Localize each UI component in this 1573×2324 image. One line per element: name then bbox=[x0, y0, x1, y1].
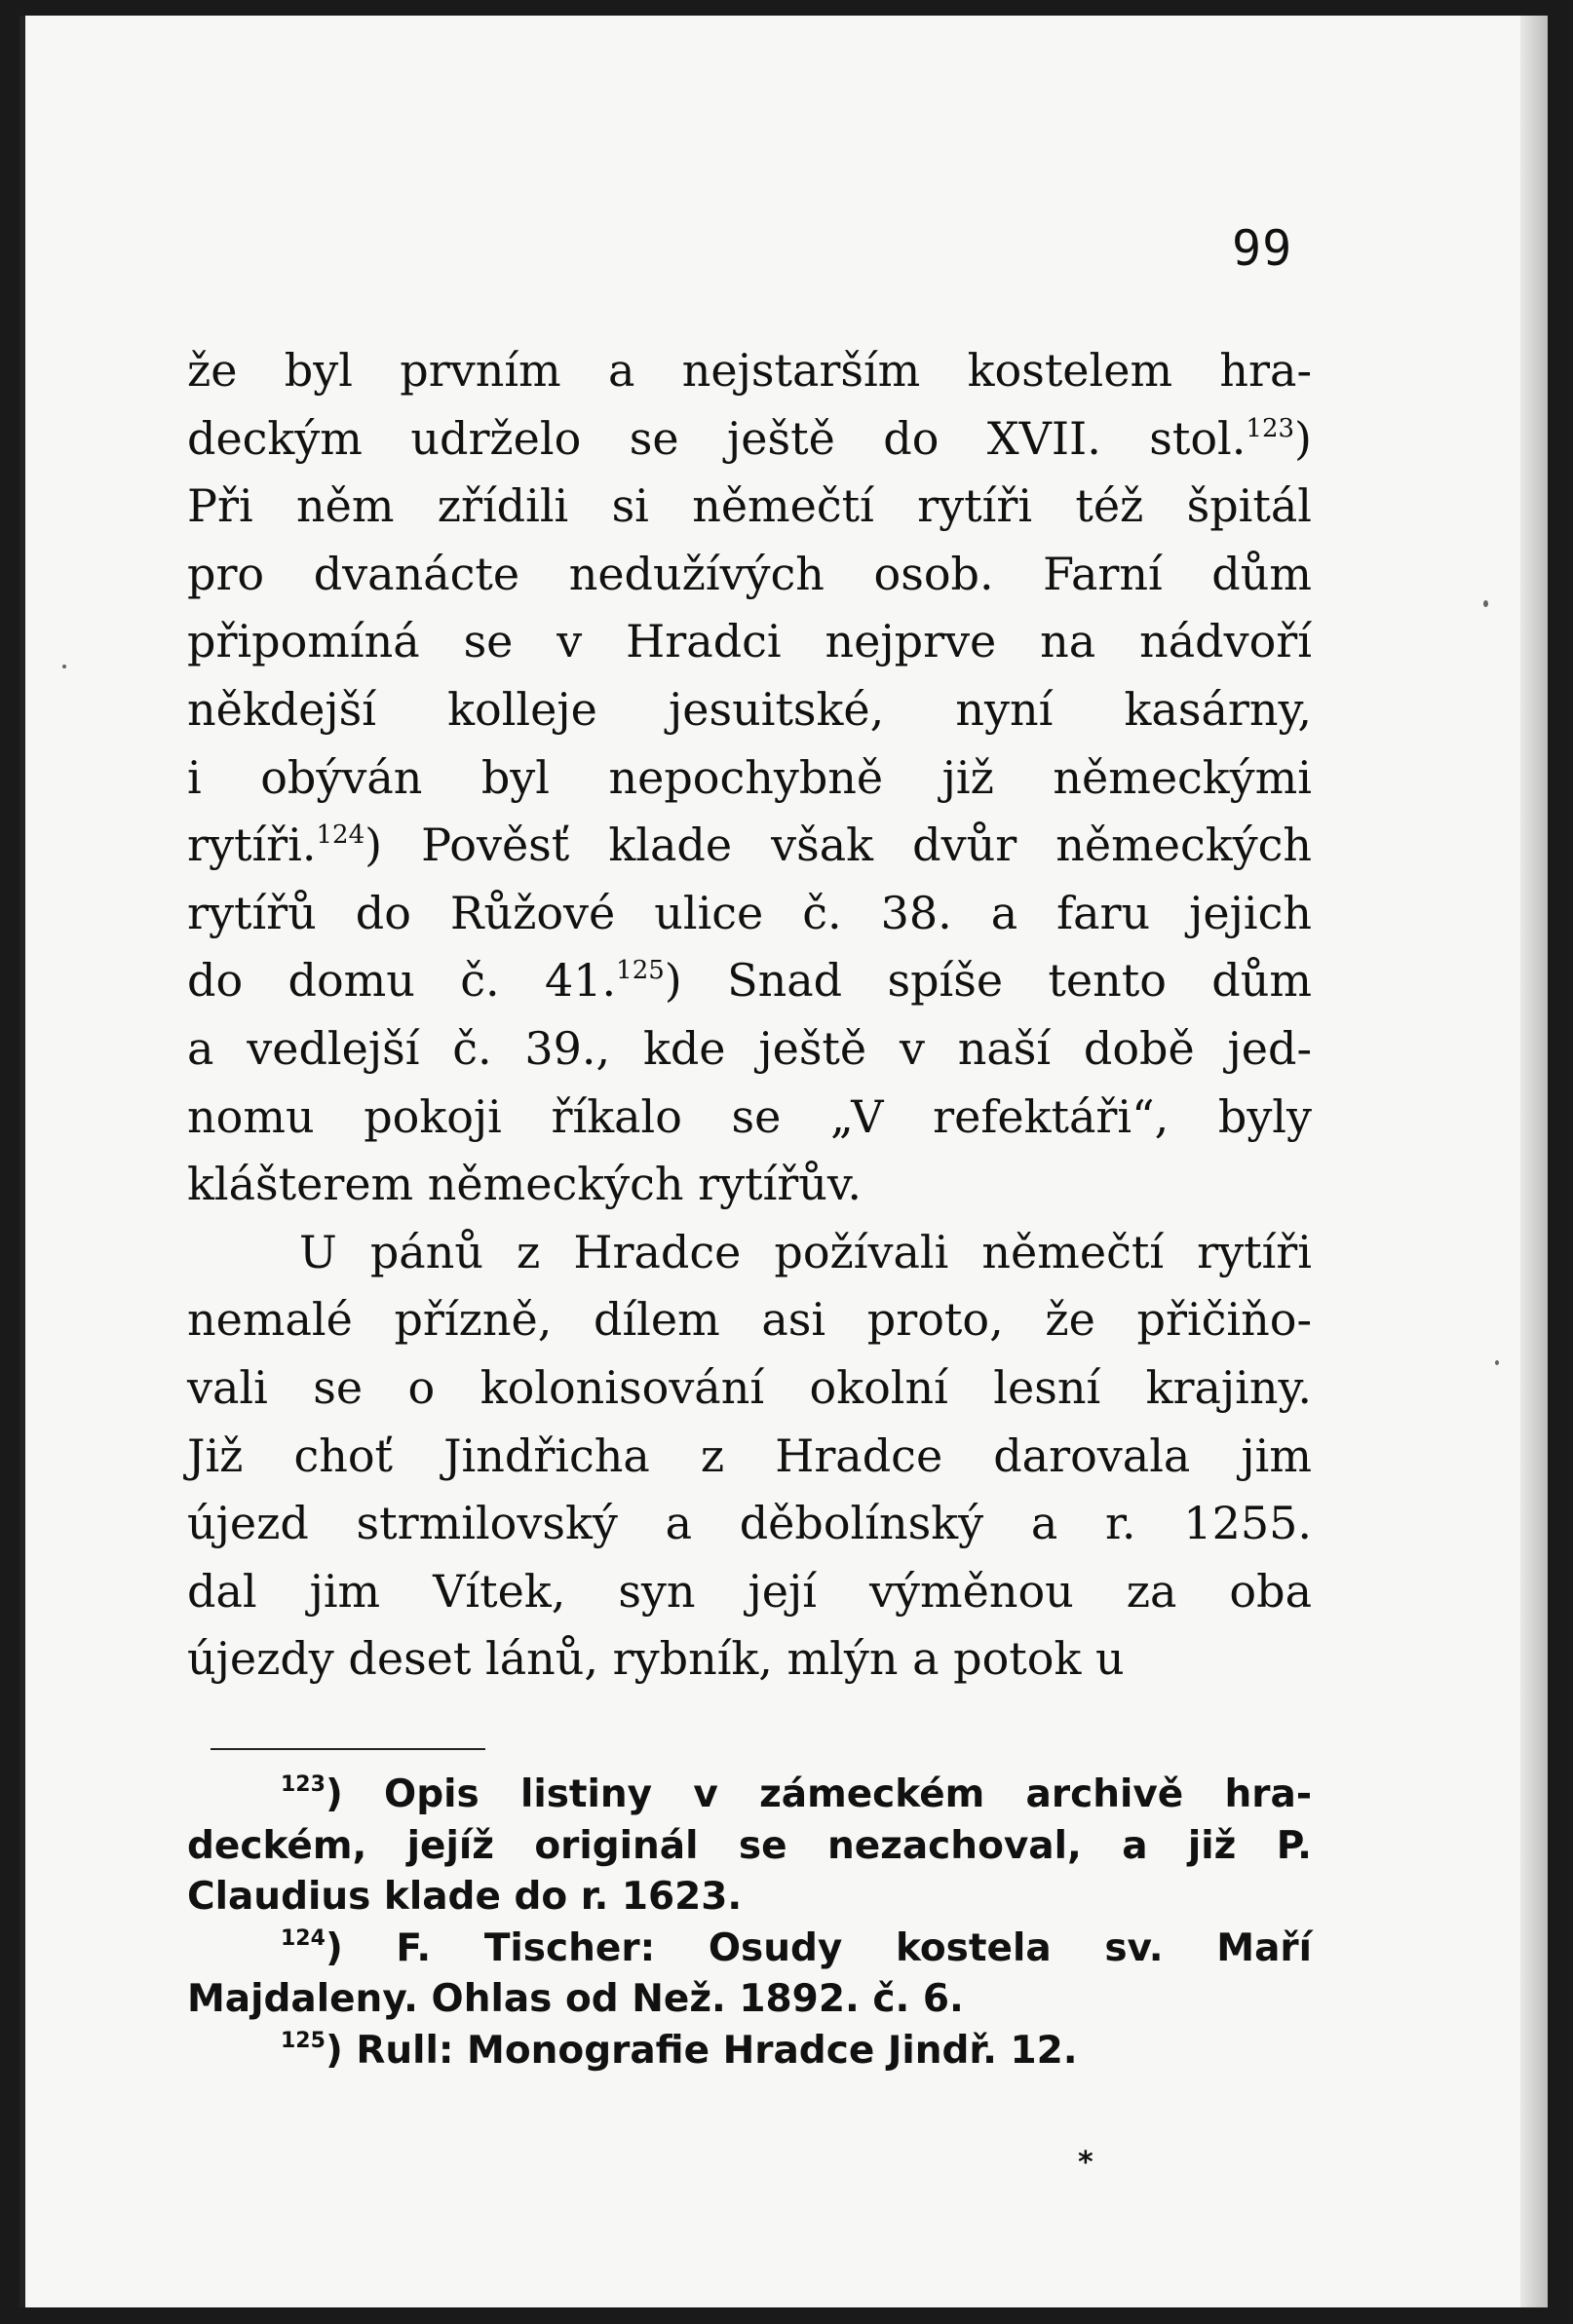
text-line bbox=[187, 1286, 1312, 1354]
footnote-line bbox=[187, 1821, 1312, 1873]
print-speck bbox=[62, 665, 66, 668]
text-run: újezd strmilovský a děbolínský a r. 1255. bbox=[187, 1497, 1312, 1550]
text-run: že byl prvním a nejstarším kostelem hra- bbox=[187, 344, 1312, 397]
text-line bbox=[187, 947, 1312, 1015]
text-run: ) F. Tischer: Osudy kostela sv. Maří bbox=[325, 1925, 1312, 1970]
text-line bbox=[187, 1625, 1312, 1694]
text-line bbox=[187, 1354, 1312, 1423]
footnote-marker: 124 bbox=[316, 820, 365, 851]
body-text bbox=[187, 337, 1312, 1694]
footnote-line bbox=[187, 1974, 1312, 2026]
footnote-separator bbox=[211, 1748, 485, 1750]
text-line bbox=[187, 744, 1312, 813]
text-line bbox=[187, 1490, 1312, 1558]
footnote-marker: 125 bbox=[281, 2028, 326, 2053]
text-run: klášterem německých rytířův. bbox=[187, 1158, 863, 1211]
footnote-marker: 124 bbox=[281, 1925, 326, 1951]
text-run: a vedlejší č. 39., kde ještě v naší době jed- bbox=[187, 1021, 1312, 1075]
text-run: Již choť Jindřicha z Hradce darovala jim bbox=[187, 1429, 1312, 1482]
text-run: újezdy deset lánů, rybník, mlýn a potok u bbox=[187, 1632, 1125, 1686]
text-run: deckým udrželo se ještě do XVII. stol. bbox=[187, 411, 1247, 465]
text-line bbox=[187, 405, 1312, 474]
text-line bbox=[187, 473, 1312, 541]
text-line bbox=[187, 812, 1312, 880]
text-run: vali se o kolonisování okolní lesní krajiny. bbox=[187, 1360, 1312, 1414]
print-speck bbox=[1495, 1360, 1499, 1365]
text-run: rytíři. bbox=[187, 819, 317, 872]
text-run: do domu č. 41. bbox=[187, 954, 617, 1008]
text-run: deckém, jejíž originál se nezachoval, a již P. bbox=[187, 1823, 1312, 1868]
text-line bbox=[187, 337, 1312, 405]
text-line bbox=[187, 1558, 1312, 1626]
text-run: nemalé přízně, dílem asi proto, že přičiňo- bbox=[187, 1293, 1312, 1347]
footnote-marker: 123 bbox=[281, 1772, 326, 1797]
end-mark: * bbox=[1078, 2146, 1093, 2180]
footnote-line bbox=[187, 1924, 1312, 1975]
text-run: Majdaleny. Ohlas od Než. 1892. č. 6. bbox=[187, 1977, 964, 2021]
book-page bbox=[19, 16, 1548, 2307]
text-run: připomíná se v Hradci nejprve na nádvoří bbox=[187, 615, 1312, 668]
text-line bbox=[187, 1015, 1312, 1084]
text-run: dal jim Vítek, syn její výměnou za oba bbox=[187, 1564, 1312, 1618]
text-line bbox=[187, 608, 1312, 676]
text-run: pro dvanácte nedužívých osob. Farní dům bbox=[187, 547, 1312, 600]
text-run: někdejší kolleje jesuitské, nyní kasárny, bbox=[187, 682, 1312, 736]
footnote-marker: 125 bbox=[616, 956, 665, 986]
text-run: rytířů do Růžové ulice č. 38. a faru jejich bbox=[187, 886, 1312, 939]
text-line bbox=[187, 1219, 1312, 1287]
footnote-line bbox=[187, 1770, 1312, 1821]
footnote-line bbox=[187, 1872, 1312, 1924]
footnotes bbox=[187, 1770, 1312, 2076]
text-run: i obýván byl nepochybně již německými bbox=[187, 750, 1312, 804]
footnote-line bbox=[187, 2026, 1312, 2077]
text-run: ) Pověsť klade však dvůr německých bbox=[364, 819, 1312, 872]
text-run: Claudius klade do r. 1623. bbox=[187, 1875, 743, 1919]
text-line bbox=[187, 541, 1312, 609]
print-speck bbox=[1483, 600, 1488, 607]
page-edge-shadow bbox=[1520, 16, 1548, 2307]
footnote-marker: 123 bbox=[1246, 413, 1295, 443]
text-line bbox=[187, 1423, 1312, 1491]
text-run: ) bbox=[1294, 411, 1312, 465]
text-run: ) Opis listiny v zámeckém archivě hra- bbox=[325, 1772, 1312, 1816]
page-number: 99 bbox=[1232, 220, 1293, 277]
text-line bbox=[187, 880, 1312, 948]
text-run: nomu pokoji říkalo se „V refektáři“, byly bbox=[187, 1089, 1312, 1143]
text-line bbox=[187, 1151, 1312, 1219]
text-run: ) Rull: Monografie Hradce Jindř. 12. bbox=[325, 2028, 1078, 2073]
text-run: ) Snad spíše tento dům bbox=[664, 954, 1312, 1008]
text-run: U pánů z Hradce požívali němečtí rytíři bbox=[299, 1225, 1312, 1278]
text-line bbox=[187, 1084, 1312, 1152]
text-run: Při něm zřídili si němečtí rytíři též špitál bbox=[187, 479, 1312, 533]
text-line bbox=[187, 676, 1312, 744]
